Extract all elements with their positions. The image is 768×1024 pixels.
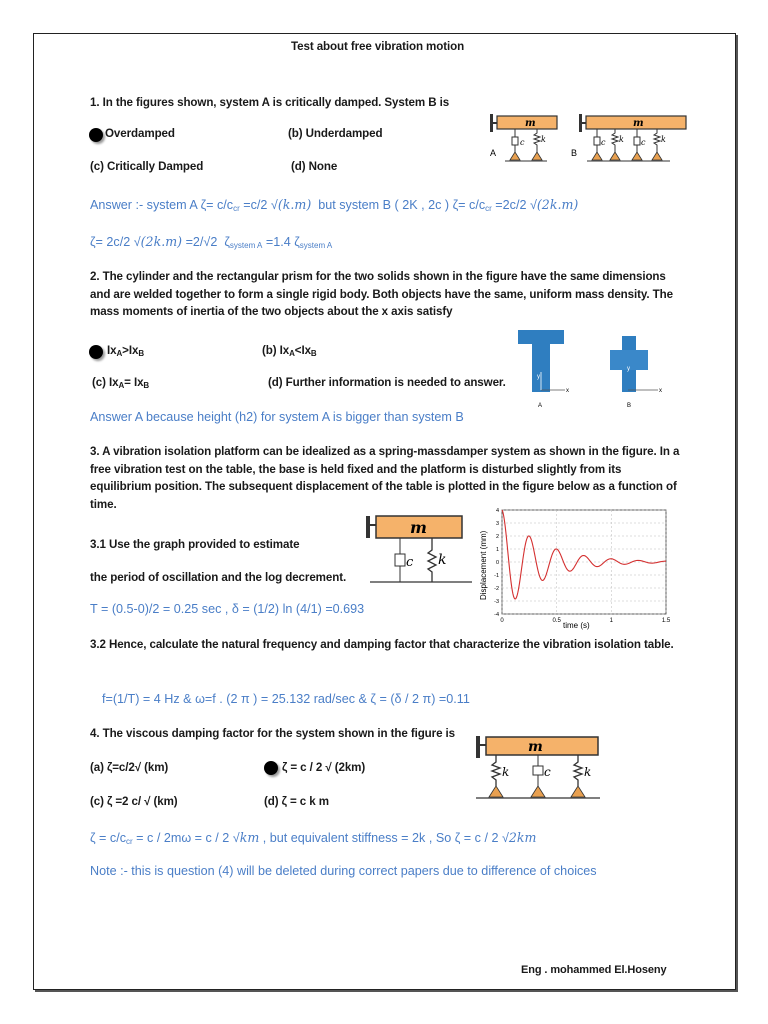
q1-option-b[interactable]: (b) Underdamped	[288, 127, 383, 140]
q1-selected-bullet[interactable]	[89, 128, 103, 142]
q1-system-b	[571, 114, 686, 161]
q2-answer: Answer A because height (h2) for system A is bigger than system B	[90, 410, 464, 424]
q32-answer: f=(1/T) = 4 Hz & ω=f . (2 π ) = 25.132 rad/sec & ζ = (δ / 2 π) =0.11	[102, 692, 470, 706]
q1-a-mass-label: m	[525, 118, 536, 129]
svg-text:c: c	[520, 138, 525, 147]
q1-figure	[485, 108, 690, 168]
footer-author: Eng . mohammed El.Hoseny	[521, 964, 667, 976]
q4-selected-bullet[interactable]	[264, 761, 278, 775]
q4-note: Note :- this is question (4) will be deleted during correct papers due to difference of choices	[90, 864, 597, 878]
q31-line2: the period of oscillation and the log decrement.	[90, 571, 347, 584]
q2-figure	[510, 328, 670, 414]
chart-ytick-label: -3	[494, 599, 499, 605]
q4-answer: $\zeta = c/c_{cr} = c / 2m\omega = c / 2$ √km , but equivalent stiffness = 2k , So ζ = c / 2 √2km	[90, 830, 537, 846]
q1-option-c[interactable]: (c) Critically Damped	[90, 160, 204, 173]
q4-option-d[interactable]: (d) ζ = c k m	[264, 795, 329, 808]
q4-option-b[interactable]: ζ = c / 2 √ (2km)	[282, 761, 366, 774]
q2-selected-bullet[interactable]	[89, 345, 103, 359]
q3-intro: 3. A vibration isolation platform can be idealized as a spring-massdamper system as shown in the figure. In a free vibration test on the table, the base is held fixed and the platform is disturbed slightly from its equilibrium position. The subsequent displacement of the table is plotted in the figure below as a function of time.	[90, 445, 680, 511]
chart-ytick-label: 4	[495, 508, 499, 514]
chart-ytick-label: 3	[495, 521, 499, 527]
chart-xtick-label: 1.5	[661, 618, 671, 624]
chart-xlabel: time (s)	[563, 621, 590, 630]
q1-label-b: B	[571, 148, 578, 158]
chart-ytick-label: -2	[494, 586, 499, 592]
q2-question: 2. The cylinder and the rectangular prism for the two solids shown in the figure have the same dimensions and are welded together to form a single rigid body. Both objects have the same, uniform mass density. The mass moments of inertia of the two objects about the x axis satisfy	[90, 270, 673, 318]
svg-text:k: k	[502, 765, 510, 779]
chart-y-ticks	[494, 508, 499, 618]
q2-label-a: A	[538, 403, 543, 409]
chart-xtick-label: 0	[500, 618, 504, 624]
q1-label-a: A	[490, 148, 497, 158]
q2-option-d[interactable]: (d) Further information is needed to answer.	[268, 376, 506, 389]
page-title: Test about free vibration motion	[291, 40, 465, 53]
q31-answer: T = (0.5-0)/2 = 0.25 sec , δ = (1/2) ln (4/1) =0.693	[90, 602, 365, 616]
q1-answer-line1: Answer :- system A $\zeta= c/c_{cr} =c/2$ √(k.m) but system B ( 2K , 2c ) $\zeta= c/c_{cr} =2c/2$ √(2k.m)	[90, 197, 579, 213]
svg-text:m: m	[633, 118, 644, 129]
q31-line1: 3.1 Use the graph provided to estimate	[90, 538, 300, 551]
q2-option-a[interactable]: $Ix_A>Ix_B$	[107, 344, 144, 358]
svg-text:m: m	[528, 739, 543, 755]
chart-ytick-label: -4	[494, 612, 499, 618]
svg-text:c: c	[601, 138, 606, 147]
svg-text:c: c	[406, 555, 414, 570]
q4-option-c[interactable]: (c) ζ =2 c/ √ (km)	[90, 795, 178, 808]
q1-system-a	[490, 114, 557, 161]
chart-ytick-label: -1	[494, 573, 499, 579]
q1-question: 1. In the figures shown, system A is critically damped. System B is	[90, 96, 450, 109]
q1-answer-line2: ζ= 2c/2 √(2k.m) =2/√2 $\zeta_{system A} =1.4$ $\zeta_{system A}$	[90, 234, 333, 250]
svg-text:y: y	[627, 366, 630, 372]
q4-figure	[472, 730, 604, 804]
svg-text:k: k	[661, 135, 666, 144]
svg-text:x: x	[659, 388, 662, 394]
chart-ylabel: Displacement (mm)	[479, 530, 488, 600]
chart-ytick-label: 1	[495, 547, 499, 553]
q32-question: 3.2 Hence, calculate the natural frequency and damping factor that characterize the vibration isolation table.	[90, 638, 674, 651]
svg-text:k: k	[541, 135, 546, 144]
q2-solid-b	[610, 336, 662, 409]
q2-label-b: B	[627, 403, 632, 409]
q4-option-a[interactable]: (a) ζ=c/2√ (km)	[90, 761, 169, 774]
q2-option-c[interactable]: (c) $Ix_A= Ix_B$	[92, 376, 150, 390]
svg-text:k: k	[619, 135, 624, 144]
chart-xtick-label: 1	[609, 618, 614, 624]
q1-option-a[interactable]: Overdamped	[105, 127, 175, 140]
q2-option-b[interactable]: (b) $Ix_A<Ix_B$	[262, 344, 317, 358]
q3-displacement-chart	[478, 500, 678, 632]
svg-text:c: c	[641, 138, 646, 147]
svg-text:k: k	[438, 552, 447, 568]
svg-text:y: y	[537, 374, 540, 380]
chart-ytick-label: 0	[495, 560, 499, 566]
svg-text:c: c	[544, 765, 551, 779]
svg-text:m: m	[410, 518, 427, 537]
q4-question: 4. The viscous damping factor for the system shown in the figure is	[90, 727, 456, 740]
svg-text:k: k	[584, 765, 592, 779]
q3-platform-figure	[362, 510, 474, 586]
q2-solid-a	[518, 330, 569, 409]
q1-option-d[interactable]: (d) None	[291, 160, 338, 173]
chart-ytick-label: 2	[495, 534, 499, 540]
svg-text:x: x	[566, 388, 569, 394]
chart-xtick-label: 0.5	[552, 618, 561, 624]
